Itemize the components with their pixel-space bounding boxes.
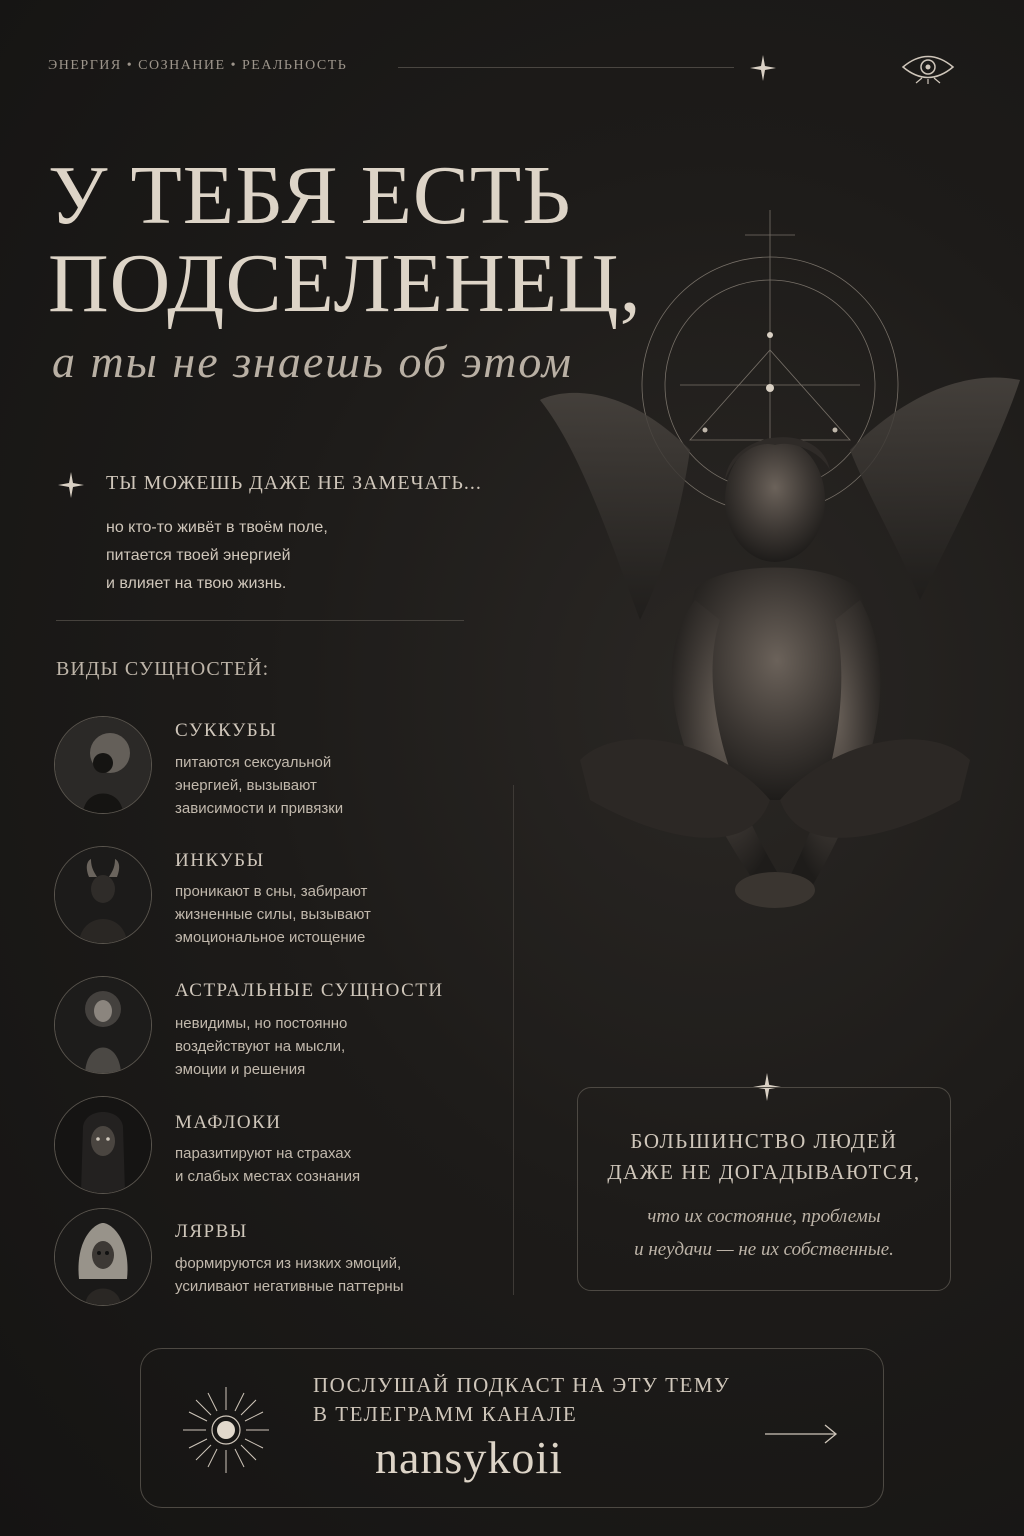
entity-avatar-mafloki (54, 1096, 152, 1194)
callout-text-line: что их состояние, проблемы (647, 1206, 881, 1227)
hero-title-line2: ПОДСЕЛЕНЕЦ, (48, 237, 642, 330)
callout-heading-line: БОЛЬШИНСТВО ЛЮДЕЙ (630, 1129, 898, 1153)
entity-description (175, 880, 371, 949)
cta-line: ПОСЛУШАЙ ПОДКАСТ НА ЭТУ ТЕМУ (313, 1373, 731, 1397)
podcast-cta-card[interactable] (140, 1348, 884, 1508)
entity-desc-line: паразитируют на страхах (175, 1145, 352, 1162)
entity-avatar-larva (54, 1208, 152, 1306)
vertical-divider (513, 785, 514, 1295)
entity-description (175, 1252, 403, 1298)
entity-desc-line: питаются сексуальной (175, 754, 332, 771)
channel-name-link[interactable]: nansykoii (375, 1432, 563, 1483)
entity-title: МАФЛОКИ (175, 1112, 282, 1133)
topic-nav: ЭНЕРГИЯ • СОЗНАНИЕ • РЕАЛЬНОСТЬ (48, 58, 348, 73)
entity-desc-line: воздействуют на мысли, (175, 1038, 346, 1055)
types-heading: ВИДЫ СУЩНОСТЕЙ: (56, 658, 270, 680)
hero-title-line1: У ТЕБЯ ЕСТЬ (48, 149, 572, 242)
entity-avatar-incubus (54, 846, 152, 944)
callout-heading (578, 1126, 950, 1188)
entity-desc-line: жизненные силы, вызывают (175, 906, 371, 923)
intro-text (106, 514, 328, 598)
four-point-star-icon (750, 55, 776, 81)
entity-description (175, 751, 343, 820)
entity-avatar-astral (54, 976, 152, 1074)
intro-line: питается твоей энергией (106, 547, 291, 564)
callout-text-line: и неудачи — не их собственные. (634, 1239, 894, 1260)
entity-desc-line: невидимы, но постоянно (175, 1015, 348, 1032)
intro-line: но кто-то живёт в твоём поле, (106, 519, 328, 536)
entity-title: ЛЯРВЫ (175, 1221, 248, 1242)
section-divider (56, 620, 464, 621)
entity-description (175, 1142, 360, 1188)
callout-box (577, 1087, 951, 1291)
entity-desc-line: эмоции и решения (175, 1061, 306, 1078)
header-divider (398, 67, 734, 68)
entity-title: ИНКУБЫ (175, 850, 265, 871)
four-point-star-icon (58, 472, 84, 498)
entity-desc-line: проникают в сны, забирают (175, 883, 368, 900)
entity-description (175, 1012, 347, 1081)
callout-heading-line: ДАЖЕ НЕ ДОГАДЫВАЮТСЯ, (607, 1160, 921, 1184)
entity-avatar-succubus (54, 716, 152, 814)
eye-icon[interactable] (900, 50, 956, 84)
radiant-sun-icon (181, 1385, 271, 1475)
entity-desc-line: зависимости и привязки (175, 800, 344, 817)
entity-desc-line: формируются из низких эмоций, (175, 1255, 402, 1272)
intro-line: и влияет на твою жизнь. (106, 575, 287, 592)
entity-title: СУККУБЫ (175, 720, 278, 741)
entity-title: АСТРАЛЬНЫЕ СУЩНОСТИ (175, 980, 444, 1001)
intro-heading: ТЫ МОЖЕШЬ ДАЖЕ НЕ ЗАМЕЧАТЬ... (106, 472, 482, 494)
arrow-right-icon[interactable] (763, 1419, 839, 1449)
entity-desc-line: энергией, вызывают (175, 777, 317, 794)
cta-line: В ТЕЛЕГРАММ КАНАЛЕ (313, 1402, 578, 1426)
callout-text (578, 1200, 950, 1266)
hero-subtitle: а ты не знаешь об этом (52, 336, 573, 387)
cta-heading (313, 1371, 730, 1429)
entity-desc-line: и слабых местах сознания (175, 1168, 361, 1185)
entity-desc-line: усиливают негативные паттерны (175, 1278, 404, 1295)
entity-desc-line: эмоциональное истощение (175, 929, 366, 946)
